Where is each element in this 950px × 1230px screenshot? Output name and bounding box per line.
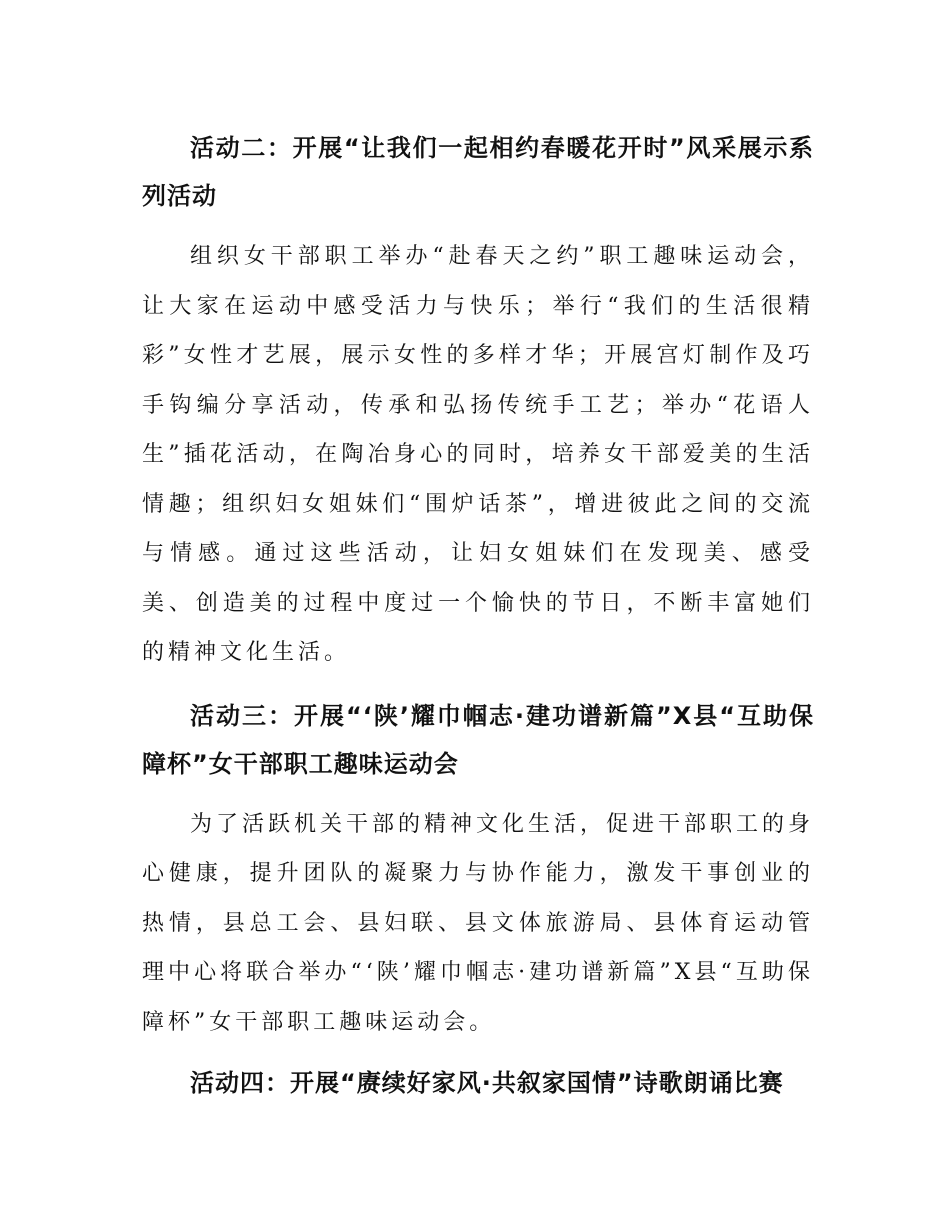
document-page [142,124,814,1107]
section-body-activity-3: 为了活跃机关干部的精神文化生活，促进干部职工的身心健康，提升团队的凝聚力与协作能力，激发干事创业的热情，县总工会、县妇联、县文体旅游局、县体育运动管理中心将联合举办“‘陕’耀巾帼志·建功谱新篇”X县“互助保障杯”女干部职工趣味运动会。 [142,811,815,1035]
section-heading-activity-4: 活动四：开展“赓续好家风·共叙家国情”诗歌朗诵比赛 [190,1069,784,1097]
section-heading-activity-2: 活动二：开展“让我们一起相约春暖花开时”风采展示系列活动 [142,134,814,210]
section-heading-activity-3: 活动三：开展“‘陕’耀巾帼志·建功谱新篇”X县“互助保障杯”女干部职工趣味运动会 [142,701,814,778]
section-body-activity-2: 组织女干部职工举办“赴春天之约”职工趣味运动会，让大家在运动中感受活力与快乐；举行“我们的生活很精彩”女性才艺展，展示女性的多样才华；开展宫灯制作及巧手钩编分享活动，传承和弘扬传统手工艺；举办“花语人生”插花活动，在陶冶身心的同时，培养女干部爱美的生活情趣；组织妇女姐妹们“围炉话茶”，增进彼此之间的交流与情感。通过这些活动，让妇女姐妹们在发现美、感受美、创造美的过程中度过一个愉快的节日，不断丰富她们的精神文化生活。 [142,244,814,665]
